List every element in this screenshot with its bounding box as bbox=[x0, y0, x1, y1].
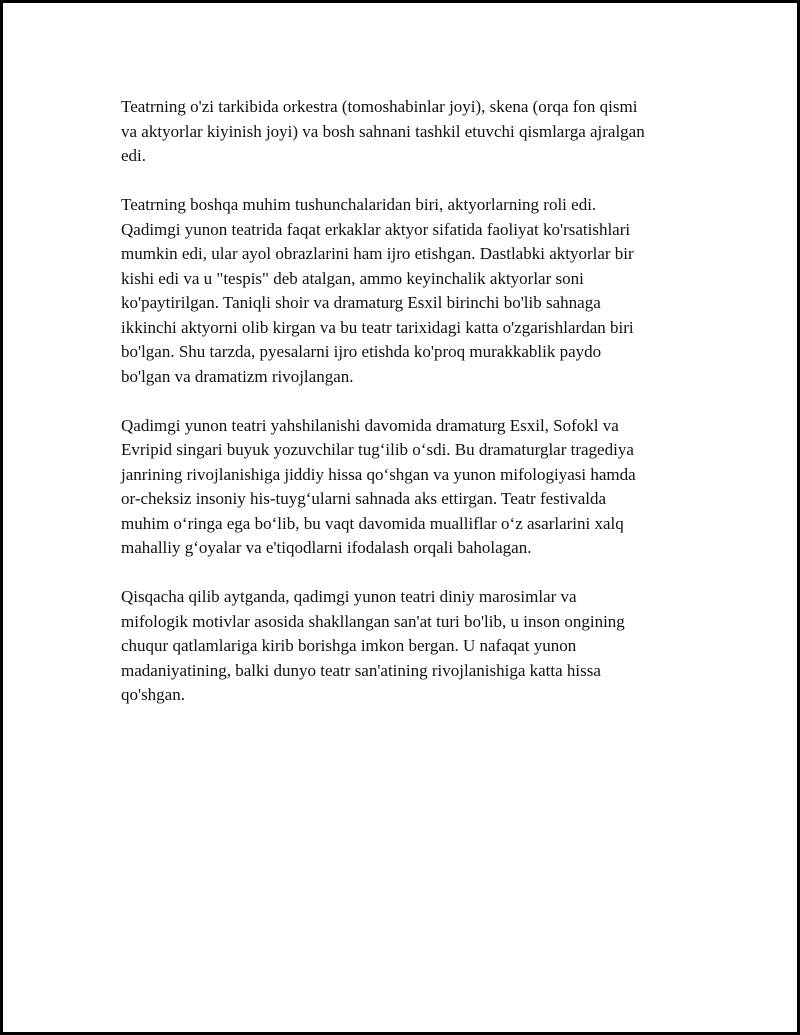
text-line: mahalliy g‘oyalar va e'tiqodlarni ifodalash orqali baholagan. bbox=[121, 538, 532, 557]
text-line: mumkin edi, ular ayol obrazlarini ham ijro etishgan. Dastlabki aktyorlar bir bbox=[121, 244, 634, 263]
text-line: mifologik motivlar asosida shakllangan san'at turi bo'lib, u inson ongining bbox=[121, 611, 625, 631]
text-line: madaniyatining, balki dunyo teatr san'atining rivojlanishiga katta hissa bbox=[121, 660, 601, 680]
text-line: kishi edi va u "tespis" deb atalgan, ammo keyinchalik aktyorlar soni bbox=[121, 268, 584, 288]
text-line: or-cheksiz insoniy his-tuyg‘ularni sahnada aks ettirgan. Teatr festivalda bbox=[121, 489, 607, 508]
text-line: chuqur qatlamlariga kirib borishga imkon bergan. U nafaqat yunon bbox=[121, 636, 577, 655]
document-body bbox=[121, 95, 701, 732]
text-line: janrining rivojlanishiga jiddiy hissa qo‘shgan va yunon mifologiyasi hamda bbox=[121, 464, 636, 484]
paragraph-4 bbox=[121, 585, 701, 708]
paragraph-3 bbox=[121, 414, 701, 561]
text-line: Evripid singari buyuk yozuvchilar tug‘ilib o‘sdi. Bu dramaturglar tragediya bbox=[121, 440, 634, 459]
text-line: ko'paytirilgan. Taniqli shoir va dramaturg Esxil birinchi bo'lib sahnaga bbox=[121, 293, 601, 312]
paragraph-2 bbox=[121, 193, 701, 389]
text-line: Qadimgi yunon teatri yahshilanishi davomida dramaturg Esxil, Sofokl va bbox=[121, 415, 619, 435]
text-line: Qisqacha qilib aytganda, qadimgi yunon teatri diniy marosimlar va bbox=[121, 587, 577, 606]
text-line: bo'lgan. Shu tarzda, pyesalarni ijro etishda ko'proq murakkablik paydo bbox=[121, 342, 602, 361]
text-line: va aktyorlar kiyinish joyi) va bosh sahnani tashkil etuvchi qismlarga ajralgan bbox=[121, 121, 645, 141]
text-line: bo'lgan va dramatizm rivojlangan. bbox=[121, 366, 354, 386]
text-line: ikkinchi aktyorni olib kirgan va bu teatr tarixidagi katta o'zgarishlardan biri bbox=[121, 317, 634, 337]
text-line: Teatrning boshqa muhim tushunchalaridan biri, aktyorlarning roli edi. bbox=[121, 195, 597, 214]
text-line: Qadimgi yunon teatrida faqat erkaklar aktyor sifatida faoliyat ko'rsatishlari bbox=[121, 219, 631, 239]
paragraph-1 bbox=[121, 95, 701, 169]
text-line: muhim o‘ringa ega bo‘lib, bu vaqt davomida mualliflar o‘z asarlarini xalq bbox=[121, 513, 624, 533]
text-line: Teatrning o'zi tarkibida orkestra (tomoshabinlar joyi), skena (orqa fon qismi bbox=[121, 97, 638, 116]
text-line: edi. bbox=[121, 146, 147, 165]
text-line: qo'shgan. bbox=[121, 685, 185, 704]
